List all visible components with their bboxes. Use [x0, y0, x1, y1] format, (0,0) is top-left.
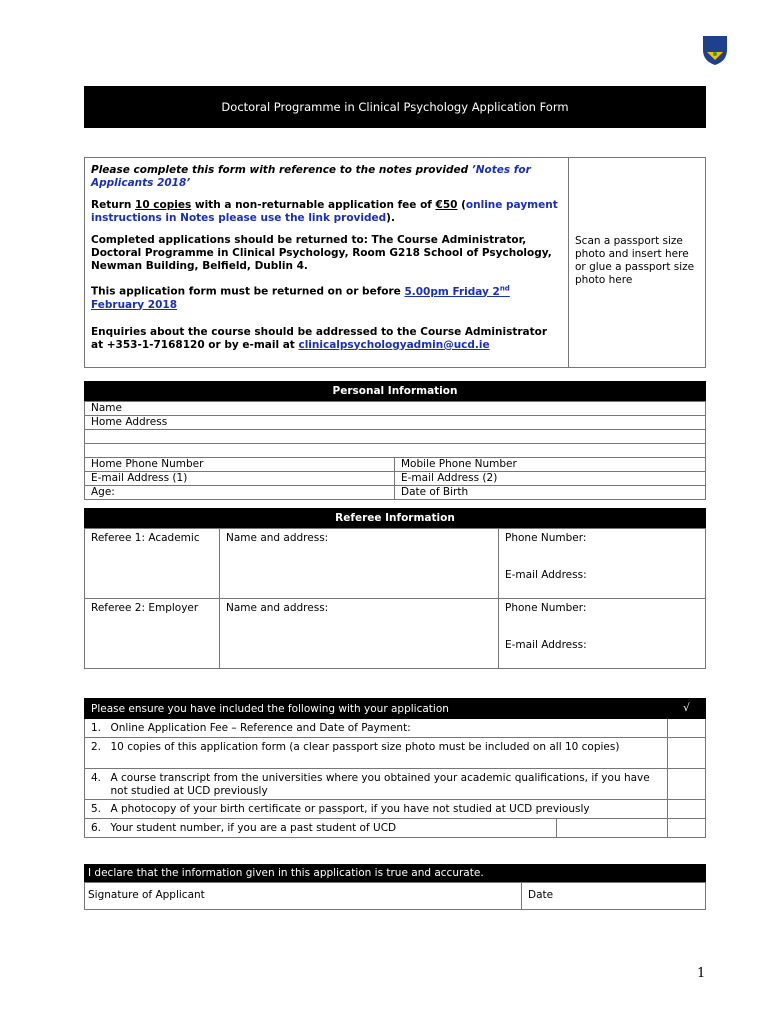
mobile-phone-field[interactable]: Mobile Phone Number — [395, 458, 706, 472]
photo-instructions: Scan a passport size photo and insert here or glue a passport size photo here — [575, 235, 695, 286]
referee2-name-address[interactable]: Name and address: — [220, 599, 499, 669]
age-field[interactable]: Age: — [85, 486, 395, 500]
form-title: Doctoral Programme in Clinical Psychology Application Form — [84, 86, 706, 128]
personal-info-table — [84, 401, 706, 500]
checklist-tick-box[interactable] — [668, 738, 706, 769]
referee-table — [84, 528, 706, 669]
ucd-crest-icon — [702, 34, 728, 66]
checklist-tick-box[interactable] — [668, 769, 706, 800]
page-number: 1 — [697, 966, 706, 981]
instructions-text: Please complete this form with reference to the notes provided ’Notes for Applicants 2018’ Return 10 copies with a non-returnable application fee of €50 (online payment instructions in Notes please use the link provided). Completed applications should be returned to: The Course Administrator, Doctoral Programme in Clinical Psychology, Room G218 School of Psychology, Newman Building, Belfield, Dublin 4. This application form must be returned on or before 5.00pm Friday 2nd February 2018 Enquiries about the course should be addressed to the Course Administrator at +353-1-7168120 or by e-mail at clinicalpsychologyadmin@ucd.ie — [91, 164, 558, 351]
date-field[interactable]: Date — [522, 883, 706, 910]
checklist-item: A course transcript from the universities where you obtained your academic qualifications, if you have not studied at UCD previously — [111, 769, 668, 800]
referee2-label: Referee 2: Employer — [85, 599, 220, 669]
checklist-heading: Please ensure you have included the following with your application — [85, 699, 668, 719]
address-line-3[interactable] — [85, 444, 706, 458]
signature-field[interactable]: Signature of Applicant — [85, 883, 522, 910]
photo-area[interactable] — [568, 158, 705, 367]
admin-email-link[interactable]: clinicalpsychologyadmin@ucd.ie — [298, 338, 490, 351]
email1-field[interactable]: E-mail Address (1) — [85, 472, 395, 486]
referee2-contact[interactable]: Phone Number: E-mail Address: — [499, 599, 706, 669]
home-address-field[interactable]: Home Address — [85, 416, 706, 430]
referee1-label: Referee 1: Academic — [85, 529, 220, 599]
deadline-date: 5.00pm Friday 2nd February 2018 — [91, 284, 510, 311]
declaration-heading: I declare that the information given in this application is true and accurate. — [84, 864, 706, 882]
referee1-name-address[interactable]: Name and address: — [220, 529, 499, 599]
declaration-table — [84, 882, 706, 910]
checklist-item: Online Application Fee – Reference and Date of Payment: — [111, 719, 668, 738]
home-phone-field[interactable]: Home Phone Number — [85, 458, 395, 472]
email2-field[interactable]: E-mail Address (2) — [395, 472, 706, 486]
checklist-item: Your student number, if you are a past student of UCD — [111, 819, 668, 838]
checklist-tick-box[interactable] — [668, 800, 706, 819]
personal-info-heading: Personal Information — [84, 381, 706, 401]
referee-info-heading: Referee Information — [84, 508, 706, 528]
instructions-box — [84, 157, 706, 368]
payment-instructions-link[interactable]: online payment instructions in Notes please use the link provided — [91, 199, 558, 224]
checklist-tick-box[interactable] — [668, 719, 706, 738]
checklist-item: 10 copies of this application form (a clear passport size photo must be included on all 10 copies) — [111, 738, 668, 769]
checklist-tick-box[interactable] — [668, 819, 706, 838]
dob-field[interactable]: Date of Birth — [395, 486, 706, 500]
checklist-item: A photocopy of your birth certificate or passport, if you have not studied at UCD previously — [111, 800, 668, 819]
referee1-contact[interactable]: Phone Number: E-mail Address: — [499, 529, 706, 599]
checklist-table: Please ensure you have included the following with your application √ 1. Online Application Fee – Reference and Date of Payment: 2. 10 copies of this application form (a clear passport size photo must be included on all 10 copies) 4. A course transcript from the universities where you obtained your academic qualifications, if you have not studied at UCD previously 5. A photocopy of your birth certificate or passport, if you have not studied at UCD previously 6. Your student number, if you are a past student of UCD — [84, 698, 706, 838]
address-line-2[interactable] — [85, 430, 706, 444]
tick-column-heading: √ — [668, 699, 706, 719]
notes-link[interactable]: ’Notes for Applicants 2018’ — [91, 164, 531, 189]
name-field[interactable]: Name — [85, 402, 706, 416]
